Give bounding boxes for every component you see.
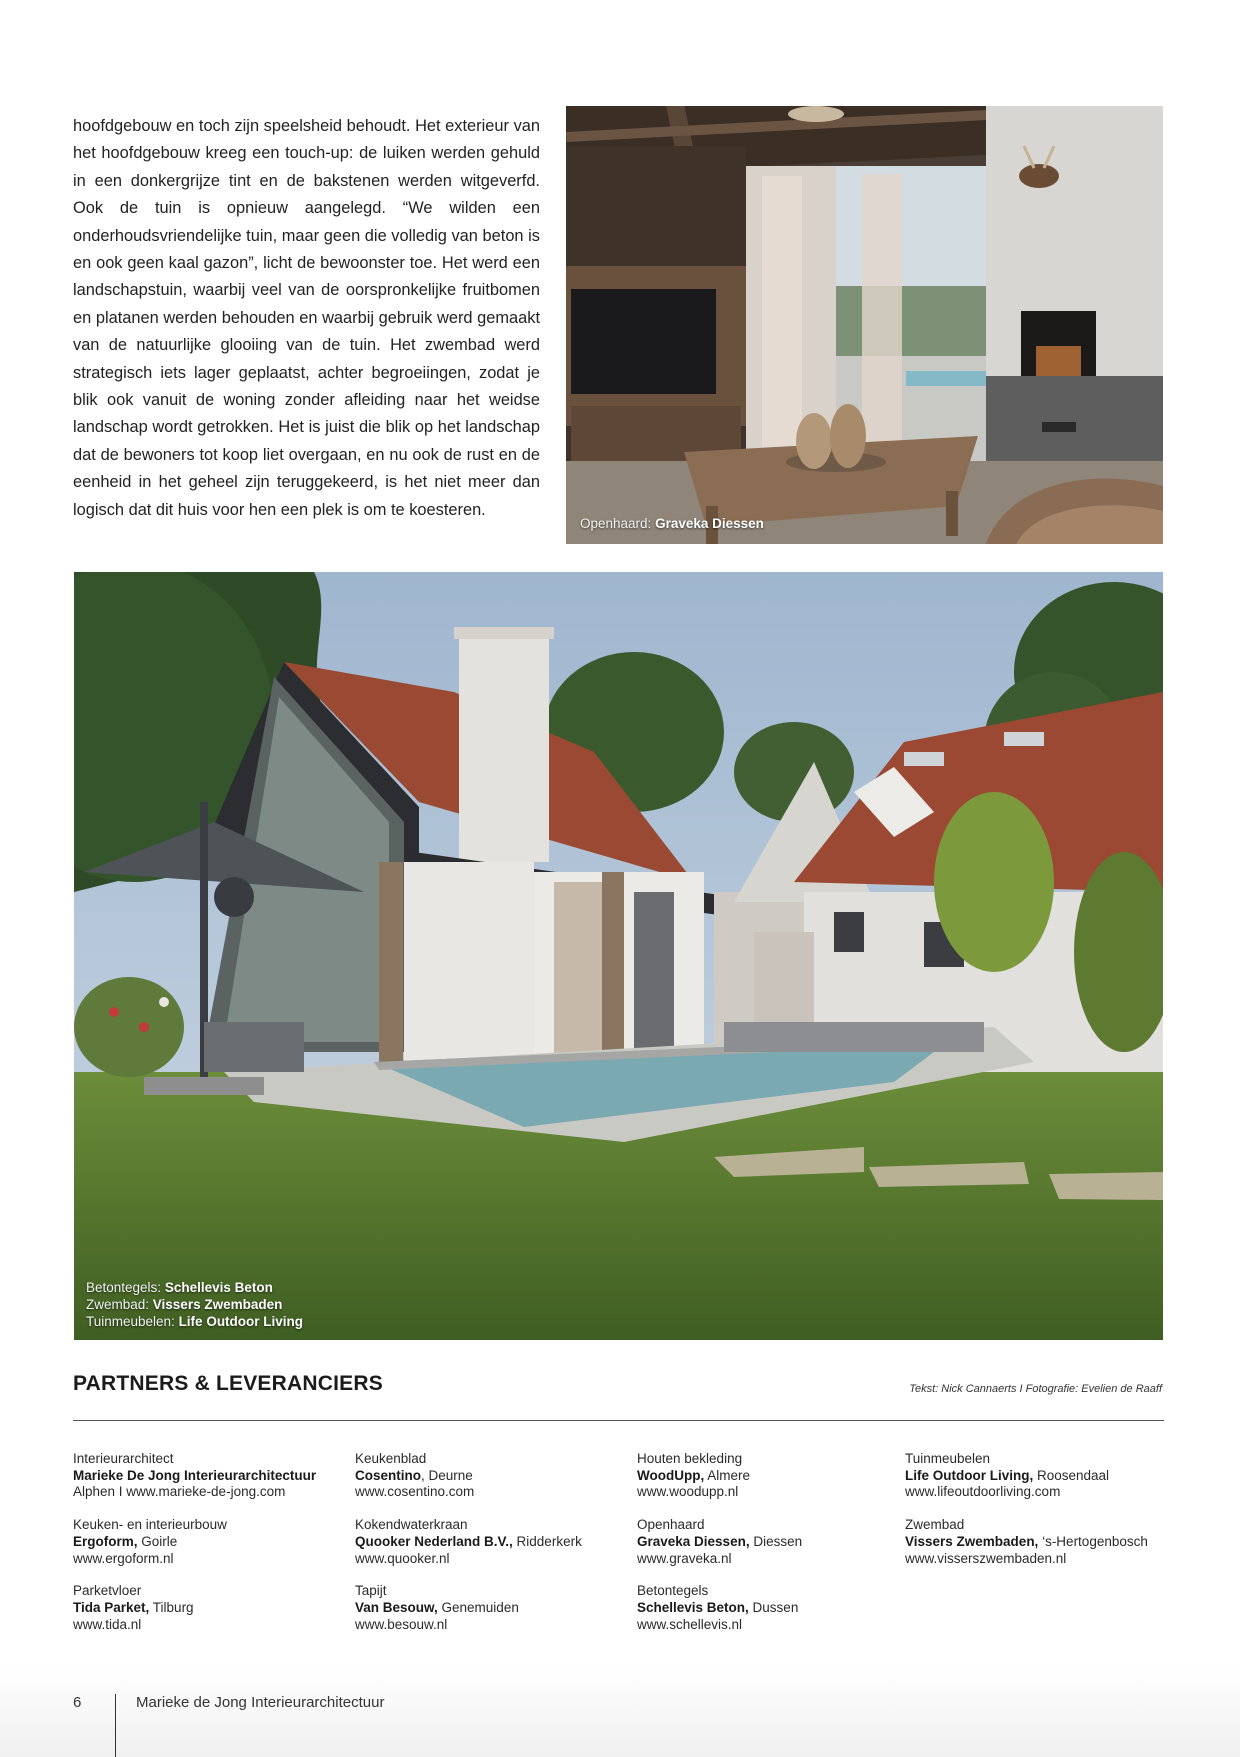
partner-category: Tuinmeubelen	[905, 1451, 991, 1466]
partner-entry	[637, 1583, 802, 1633]
partner-company: WoodUpp,	[637, 1467, 705, 1483]
partner-company-line	[73, 1600, 316, 1617]
partner-company-line	[355, 1600, 582, 1617]
partner-location: Genemuiden	[437, 1599, 519, 1615]
partners-column-3	[637, 1451, 802, 1649]
page-bottom-shade	[0, 1667, 1240, 1757]
section-divider	[73, 1420, 1164, 1421]
partner-location: Almere	[704, 1467, 751, 1483]
partner-website[interactable]: www.quooker.nl	[355, 1550, 450, 1566]
partners-column-1	[73, 1451, 316, 1649]
partner-location: Roosendaal	[1033, 1467, 1110, 1483]
partner-website[interactable]: www.cosentino.com	[355, 1484, 475, 1500]
partner-company: Schellevis Beton,	[637, 1599, 749, 1615]
partner-website[interactable]: www.besouw.nl	[355, 1616, 448, 1632]
exterior-scene-illustration	[74, 572, 1163, 1340]
partner-entry	[905, 1517, 1148, 1567]
caption-label: Zwembad:	[86, 1297, 153, 1312]
partner-website[interactable]: www.visserszwembaden.nl	[905, 1550, 1067, 1566]
partner-company-line	[73, 1534, 316, 1551]
partners-section-title: PARTNERS & LEVERANCIERS	[73, 1372, 383, 1395]
partner-company-line	[905, 1534, 1148, 1551]
partner-website[interactable]: www.graveka.nl	[637, 1550, 732, 1566]
partner-category: Openhaard	[637, 1517, 705, 1533]
partner-company: Cosentino	[355, 1467, 421, 1483]
partner-company: Marieke De Jong Interieurarchitectuur	[73, 1467, 317, 1483]
partner-company: Tida Parket,	[73, 1599, 150, 1615]
partner-location: , Deurne	[421, 1467, 473, 1483]
partner-category: Tapijt	[355, 1583, 387, 1599]
partner-entry	[355, 1517, 582, 1567]
exterior-house-pool-photo	[74, 572, 1163, 1340]
caption-label: Openhaard:	[580, 516, 656, 531]
interior-fireplace-photo	[566, 106, 1163, 544]
caption-value: Life Outdoor Living	[178, 1314, 304, 1329]
interior-photo-caption	[580, 515, 764, 532]
partner-company: Quooker Nederland B.V.,	[355, 1533, 513, 1549]
partner-category: Houten bekleding	[637, 1451, 743, 1466]
partner-company-line	[637, 1468, 802, 1485]
partner-location: ‘s-Hertogenbosch	[1038, 1533, 1148, 1549]
partner-company-line	[355, 1534, 582, 1551]
partner-company-line	[905, 1468, 1148, 1485]
partner-website[interactable]: www.schellevis.nl	[637, 1616, 743, 1632]
partner-category: Keukenblad	[355, 1451, 427, 1466]
partners-column-4	[905, 1451, 1148, 1583]
partner-entry	[637, 1517, 802, 1567]
partner-company-line	[637, 1600, 802, 1617]
caption-value: Graveka Diessen	[655, 516, 764, 531]
partner-entry	[905, 1451, 1148, 1501]
caption-line	[86, 1279, 303, 1296]
exterior-photo-caption	[86, 1279, 303, 1330]
caption-value: Vissers Zwembaden	[152, 1297, 283, 1312]
partner-entry	[73, 1451, 316, 1501]
partner-location: Diessen	[749, 1533, 803, 1549]
partner-company: Life Outdoor Living,	[905, 1467, 1034, 1483]
partner-company: Vissers Zwembaden,	[905, 1533, 1039, 1549]
partner-entry	[355, 1451, 582, 1501]
partner-company-line	[637, 1534, 802, 1551]
partner-location: Ridderkerk	[512, 1533, 582, 1549]
footer-separator	[115, 1694, 116, 1757]
partner-website[interactable]: www.tida.nl	[73, 1616, 142, 1632]
partners-list	[0, 1451, 1240, 1651]
caption-line	[86, 1296, 303, 1313]
partner-location: Goirle	[137, 1533, 178, 1549]
partner-company-line	[355, 1468, 582, 1485]
partner-website[interactable]: Alphen I www.marieke-de-jong.com	[73, 1484, 286, 1500]
partner-entry	[73, 1583, 316, 1633]
partner-company: Ergoform,	[73, 1533, 138, 1549]
partner-category: Parketvloer	[73, 1583, 142, 1599]
page-number: 6	[73, 1694, 82, 1711]
partner-entry	[637, 1451, 802, 1501]
photo-text-credits: Tekst: Nick Cannaerts I Fotografie: Evelien de Raaff	[909, 1383, 1162, 1395]
partner-company-line	[73, 1468, 316, 1485]
partner-category: Interieurarchitect	[73, 1451, 174, 1466]
caption-label: Tuinmeubelen:	[86, 1314, 179, 1329]
caption-label: Betontegels:	[86, 1280, 165, 1295]
interior-scene-illustration	[566, 106, 1163, 544]
partner-location: Tilburg	[149, 1599, 194, 1615]
partner-website[interactable]: www.woodupp.nl	[637, 1484, 739, 1500]
article-body-text: hoofdgebouw en toch zijn speelsheid behoudt. Het exterieur van het hoofdgebouw kreeg een touch-up: de luiken werden gehuld in een donkergrijze tint en de bakstenen werden witgeverfd. Ook de tuin is opnieuw aangelegd. “We wilden een onderhoudsvriendelijke tuin, maar geen die volledig van beton is en ook geen kaal gazon”, licht de bewoonster toe. Het werd een landschapstuin, waarbij veel van de oorspronkelijke fruitbomen en platanen werden behouden en waarbij gebruik werd gemaakt van de natuurlijke glooiing van de tuin. Het zwembad werd strategisch iets lager geplaatst, achter begroeiingen, zodat je blik ook vanuit de woning zonder afleiding naar het weidse landschap wordt getrokken. Het is juist die blik op het landschap dat de bewoners tot koop liet overgaan, en nu ook de rust en de eenheid in het geheel zijn teruggekeerd, is het niet meer dan logisch dat dit huis voor hen een plek is om te koesteren.	[73, 117, 540, 519]
partner-website[interactable]: www.lifeoutdoorliving.com	[905, 1484, 1061, 1500]
partner-category: Keuken- en interieurbouw	[73, 1517, 227, 1533]
partner-entry	[355, 1583, 582, 1633]
partner-company: Van Besouw,	[355, 1599, 438, 1615]
footer-brand: Marieke de Jong Interieurarchitectuur	[136, 1694, 385, 1711]
partner-location: Dussen	[748, 1599, 799, 1615]
partner-entry	[73, 1517, 316, 1567]
partner-category: Zwembad	[905, 1517, 965, 1533]
partners-column-2	[355, 1451, 582, 1649]
partner-category: Betontegels	[637, 1583, 709, 1599]
caption-value: Schellevis Beton	[164, 1280, 273, 1295]
partner-category: Kokendwaterkraan	[355, 1517, 468, 1533]
partner-website[interactable]: www.ergoform.nl	[73, 1550, 174, 1566]
partner-company: Graveka Diessen,	[637, 1533, 750, 1549]
caption-line	[86, 1313, 303, 1330]
